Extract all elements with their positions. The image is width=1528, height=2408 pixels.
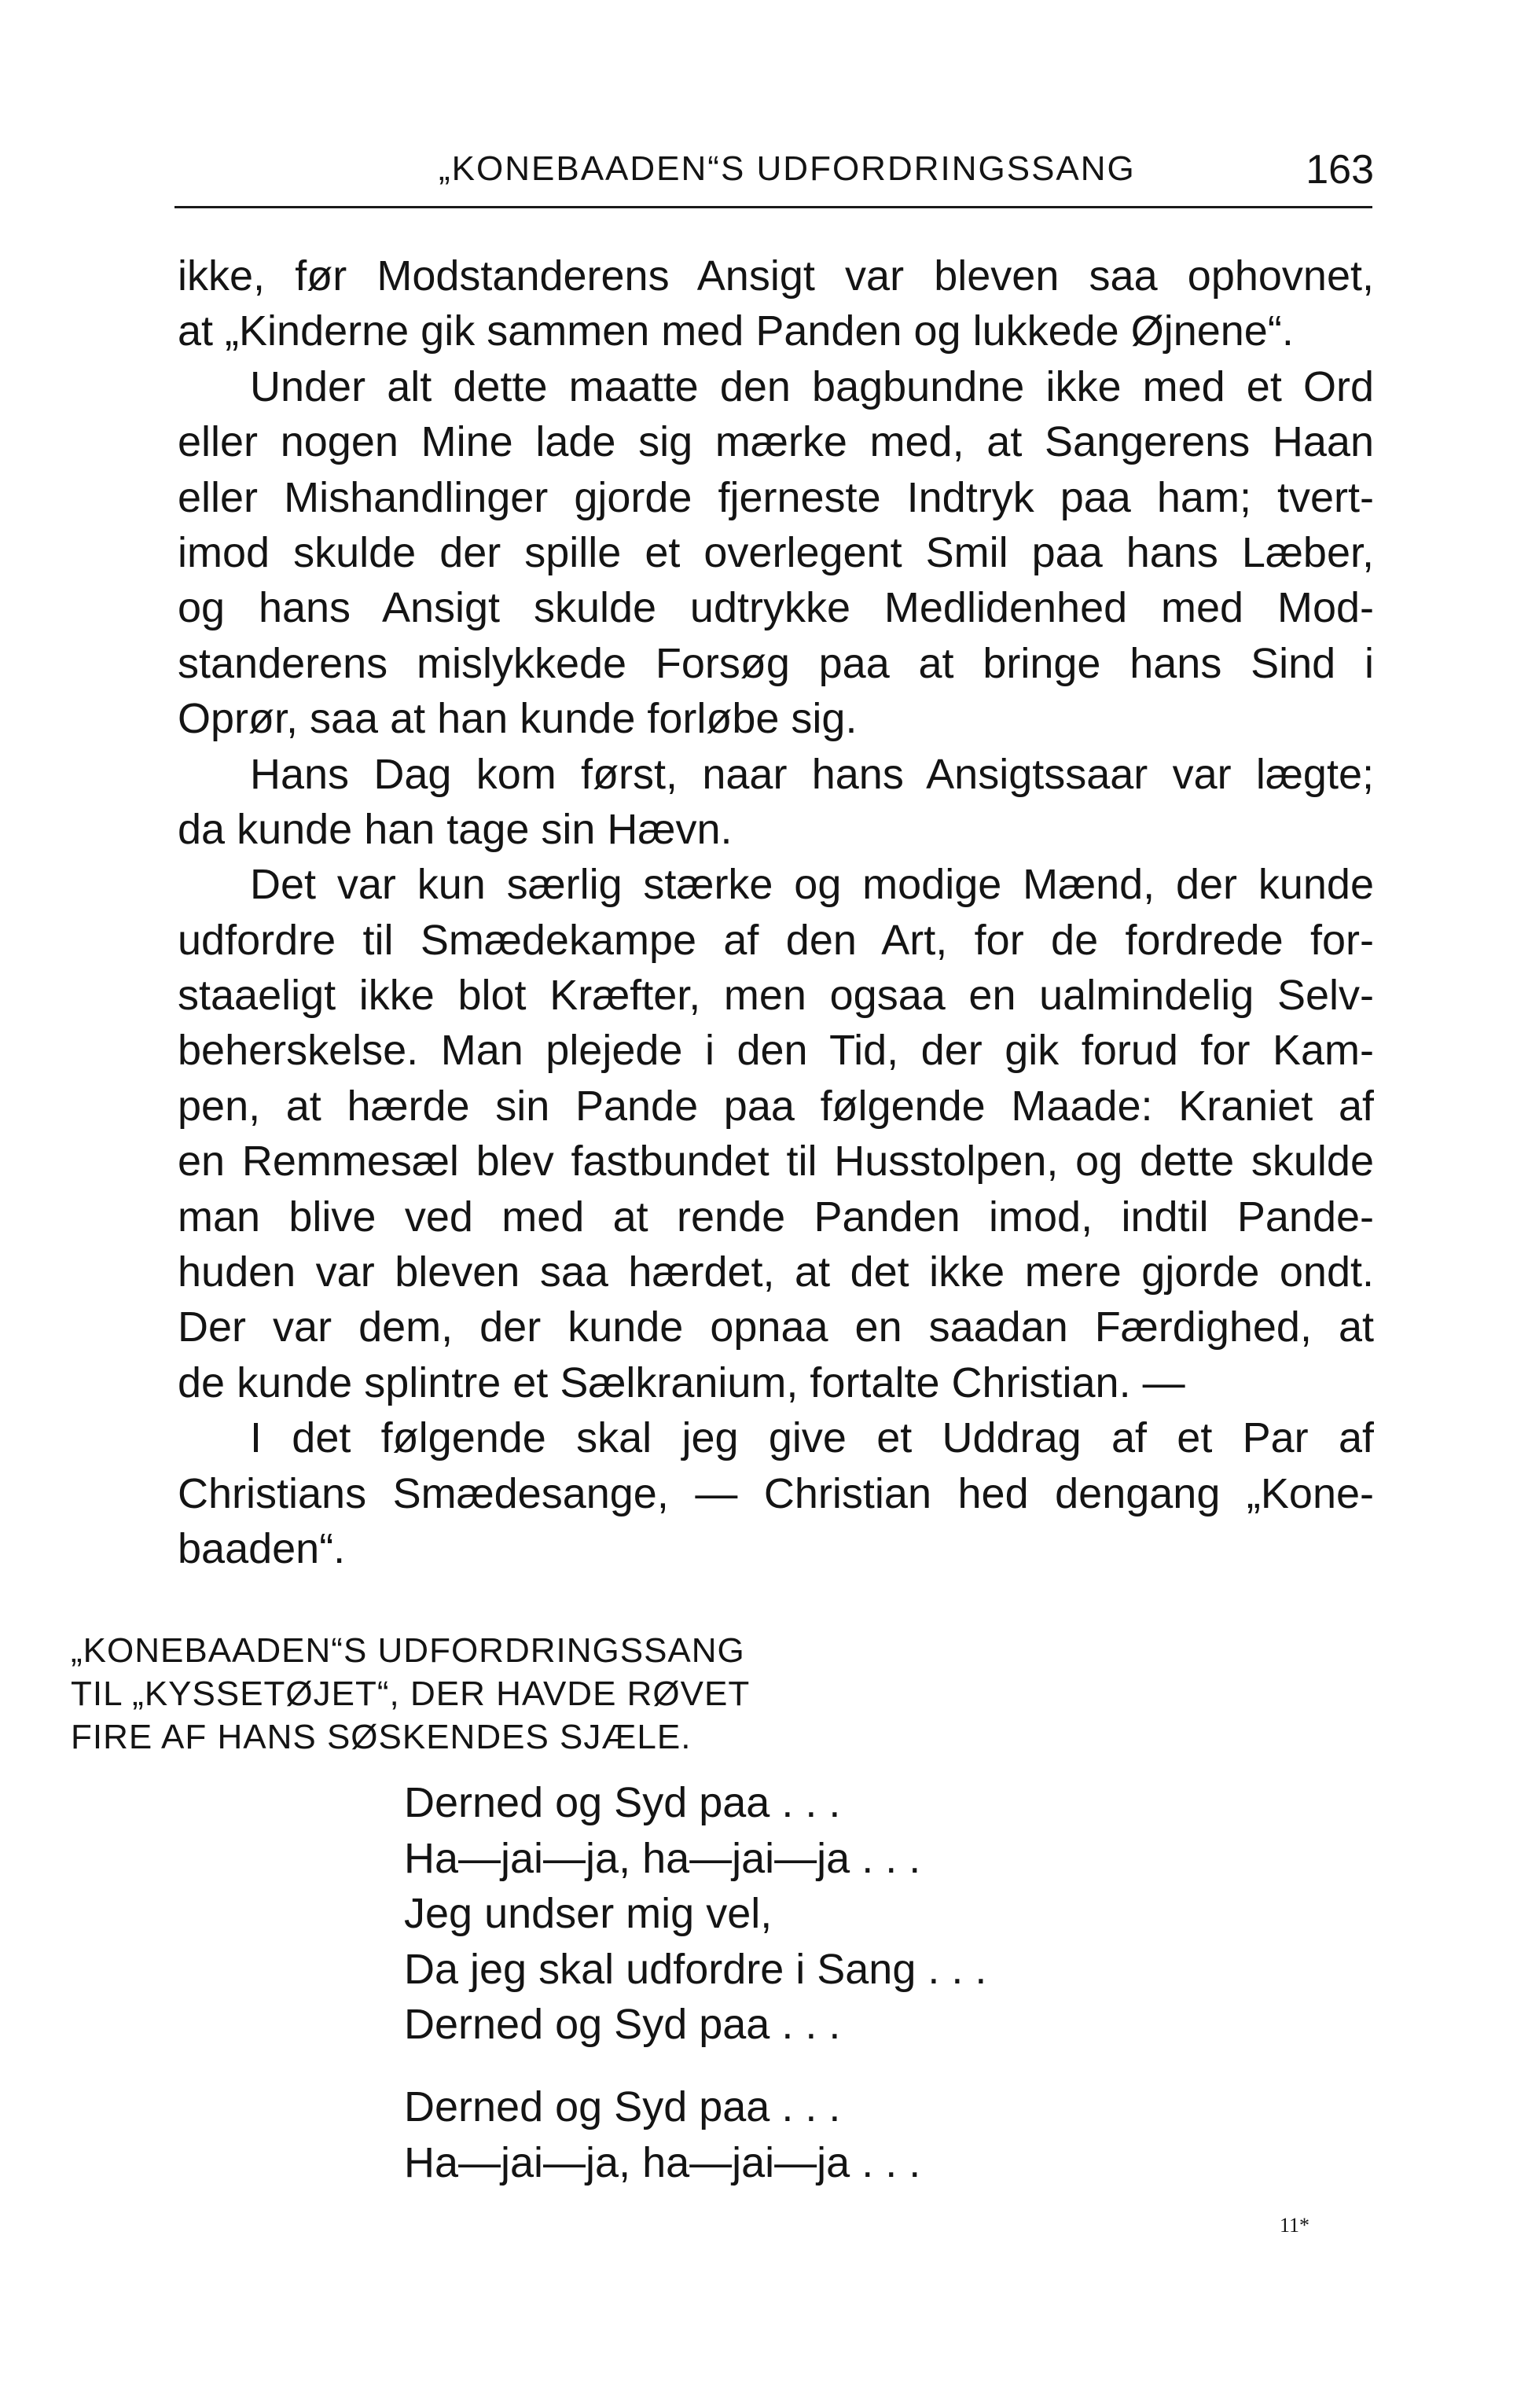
verse-line: Ha—jai—ja, ha—jai—ja . . . — [404, 1834, 921, 1882]
text-line: eller Mishandlinger gjorde fjerneste Indtryk paa ham; tvert- — [178, 473, 1374, 521]
text-line: standerens mislykkede Forsøg paa at bringe hans Sind i — [178, 639, 1374, 687]
text-line: imod skulde der spille et overlegent Smil paa hans Læber, — [178, 528, 1374, 576]
verse-line: Ha—jai—ja, ha—jai—ja . . . — [404, 2138, 921, 2186]
verse-line: Derned og Syd paa . . . — [404, 1779, 841, 1826]
verse-line: Da jeg skal udfordre i Sang . . . — [404, 1945, 987, 1993]
header-rule — [174, 206, 1372, 208]
song-heading-line: FIRE AF HANS SØSKENDES SJÆLE. — [71, 1718, 692, 1756]
text-line: eller nogen Mine lade sig mærke med, at Sangerens Haan — [178, 418, 1374, 466]
page-number: 163 — [1306, 147, 1374, 193]
text-line: Oprør, saa at han kunde forløbe sig. — [178, 695, 858, 743]
verse-line: Derned og Syd paa . . . — [404, 2001, 841, 2048]
text-line: Det var kun særlig stærke og modige Mænd, der kunde — [250, 861, 1374, 909]
text-line: man blive ved med at rende Panden imod, indtil Pande- — [178, 1193, 1374, 1241]
text-line: og hans Ansigt skulde udtrykke Medlidenhed med Mod- — [178, 584, 1374, 632]
verse-stanza — [404, 1775, 986, 2053]
text-line: huden var bleven saa hærdet, at det ikke mere gjorde ondt. — [178, 1248, 1374, 1296]
running-head: „KONEBAADEN“S UDFORDRINGSSANG — [439, 149, 1136, 188]
text-line: Under alt dette maatte den bagbundne ikke med et Ord — [250, 362, 1374, 410]
verse-line: Derned og Syd paa . . . — [404, 2083, 841, 2130]
text-line: en Remmesæl blev fastbundet til Husstolpen, og dette skulde — [178, 1138, 1374, 1186]
text-line: pen, at hærde sin Pande paa følgende Maade: Kraniet af — [178, 1082, 1374, 1130]
song-heading-line: TIL „KYSSETØJET“, DER HAVDE RØVET — [71, 1675, 751, 1713]
text-line: at „Kinderne gik sammen med Panden og lukkede Øjnene“. — [178, 307, 1294, 355]
text-line: beherskelse. Man plejede i den Tid, der gik forud for Kam- — [178, 1027, 1374, 1075]
page-header — [173, 146, 1374, 192]
song-heading — [71, 1629, 750, 1759]
song-heading-line: „KONEBAADEN“S UDFORDRINGSSANG — [71, 1631, 745, 1670]
signature-mark: 11* — [1280, 2214, 1310, 2237]
text-line: I det følgende skal jeg give et Uddrag af et Par af — [250, 1414, 1374, 1462]
text-line: baaden“. — [178, 1524, 346, 1572]
text-line: staaeligt ikke blot Kræfter, men ogsaa en ualmindelig Selv- — [178, 972, 1374, 1020]
text-line: Christians Smædesange, — Christian hed dengang „Kone- — [178, 1469, 1374, 1517]
text-line: Hans Dag kom først, naar hans Ansigtssaar var lægte; — [250, 750, 1374, 798]
text-line: Der var dem, der kunde opnaa en saadan Færdighed, at — [178, 1303, 1374, 1351]
text-line: ikke, før Modstanderens Ansigt var bleven saa ophovnet, — [178, 252, 1374, 300]
text-line: da kunde han tage sin Hævn. — [178, 805, 733, 853]
body-text — [178, 248, 1374, 1576]
verse-stanza — [404, 2079, 920, 2190]
text-line: de kunde splintre et Sælkranium, fortalte Christian. — — [178, 1358, 1185, 1406]
text-line: udfordre til Smædekampe af den Art, for de fordrede for- — [178, 916, 1374, 964]
verse-line: Jeg undser mig vel, — [404, 1890, 773, 1937]
